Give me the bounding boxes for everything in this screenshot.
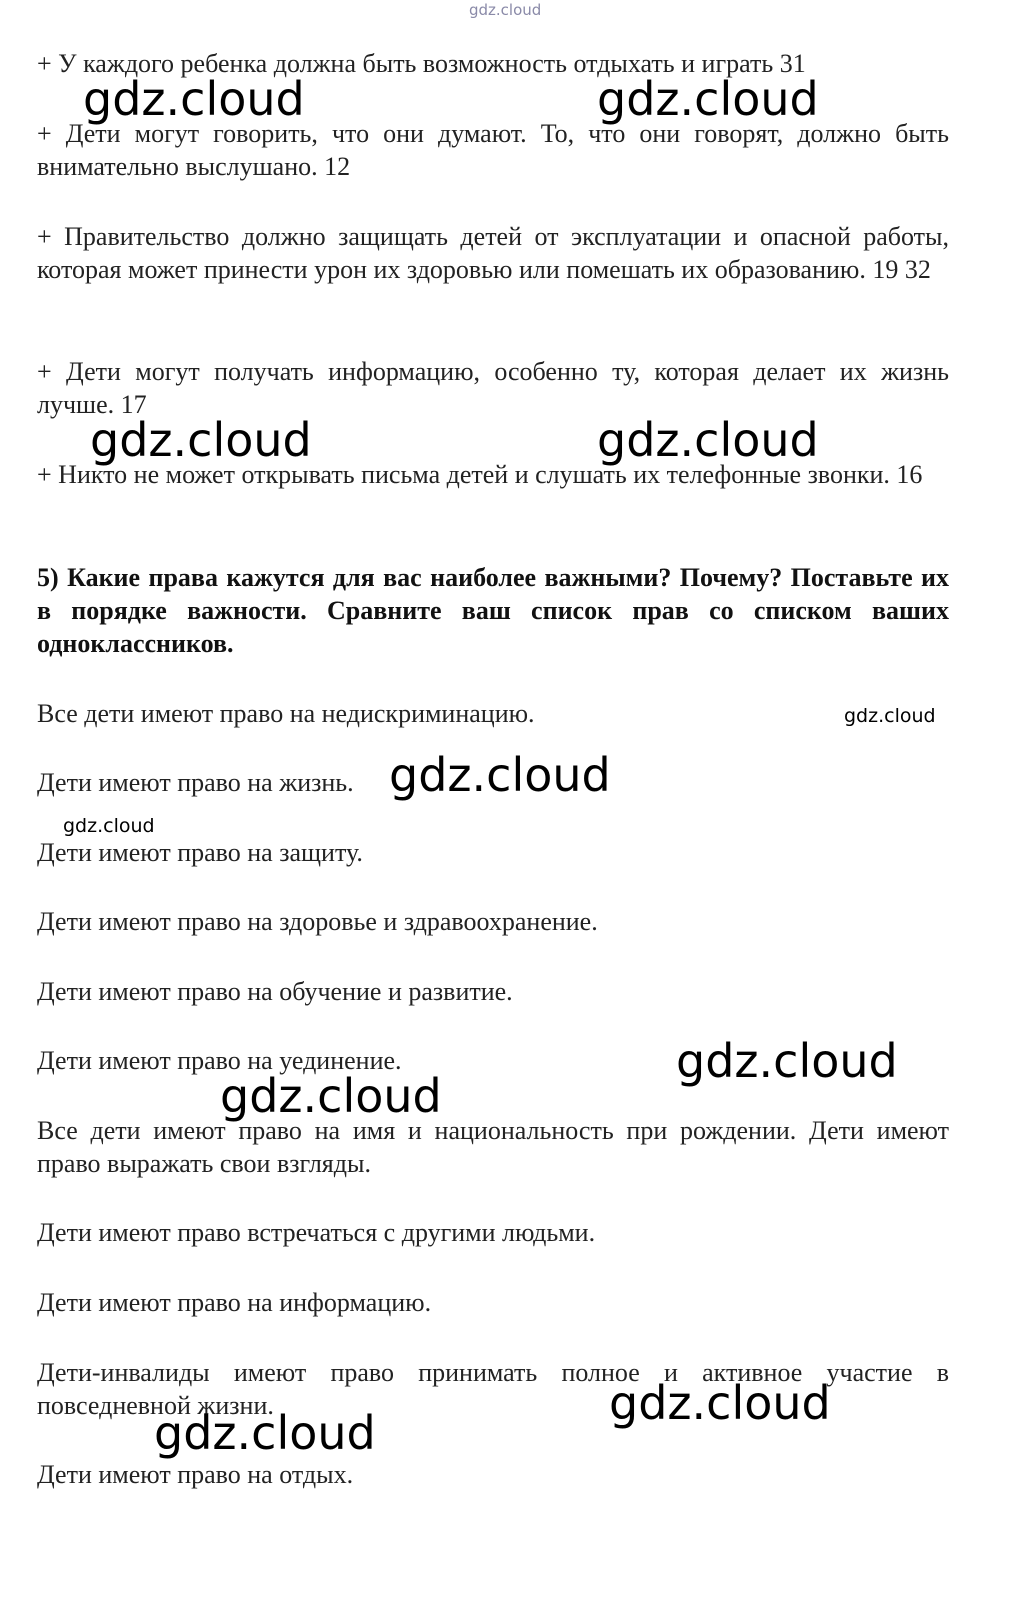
list-item: + Никто не может открывать письма детей и слушать их телефонные звонки. 16: [37, 460, 923, 489]
answer-item: Дети имеют право на жизнь.: [37, 768, 354, 797]
header-watermark: gdz.cloud: [469, 1, 542, 19]
watermark: gdz.cloud: [676, 1034, 898, 1088]
list-item: + Дети могут говорить, что они думают. То, что они говорят, должно быть внимательно выслушано. 12: [37, 119, 949, 181]
watermark: gdz.cloud: [597, 413, 819, 467]
watermark: gdz.cloud: [220, 1069, 442, 1123]
watermark: gdz.cloud: [609, 1376, 831, 1430]
answer-item: Все дети имеют право на имя и национальность при рождении. Дети имеют право выражать свои взгляды.: [37, 1116, 949, 1178]
answer-item: Дети имеют право на уединение.: [37, 1046, 402, 1075]
list-item: + Правительство должно защищать детей от эксплуатации и опасной работы, которая может принести урон их здоровью или помешать их образованию. 19 32: [37, 222, 949, 284]
watermark: gdz.cloud: [90, 413, 312, 467]
answer-item: Дети имеют право на здоровье и здравоохранение.: [37, 907, 598, 936]
list-item: + У каждого ребенка должна быть возможность отдыхать и играть 31: [37, 49, 806, 78]
watermark: gdz.cloud: [154, 1406, 376, 1460]
watermark: gdz.cloud: [63, 815, 155, 837]
question-heading: 5) Какие права кажутся для вас наиболее важными? Почему? Поставьте их в порядке важности. Сравните ваш список прав со списком ваших одноклассников.: [37, 563, 949, 658]
answer-item: Дети имеют право встречаться с другими людьми.: [37, 1218, 596, 1247]
answer-item: Все дети имеют право на недискриминацию.: [37, 699, 535, 728]
list-item: + Дети могут получать информацию, особенно ту, которая делает их жизнь лучше. 17: [37, 357, 949, 419]
watermark: gdz.cloud: [389, 748, 611, 802]
watermark: gdz.cloud: [844, 705, 936, 727]
watermark: gdz.cloud: [597, 72, 819, 126]
answer-item: Дети имеют право на защиту.: [37, 838, 363, 867]
answer-item: Дети-инвалиды имеют право принимать полное и активное участие в повседневной жизни.: [37, 1358, 949, 1420]
watermark: gdz.cloud: [83, 72, 305, 126]
answer-item: Дети имеют право на обучение и развитие.: [37, 977, 513, 1006]
answer-item: Дети имеют право на отдых.: [37, 1460, 354, 1489]
answer-item: Дети имеют право на информацию.: [37, 1288, 432, 1317]
